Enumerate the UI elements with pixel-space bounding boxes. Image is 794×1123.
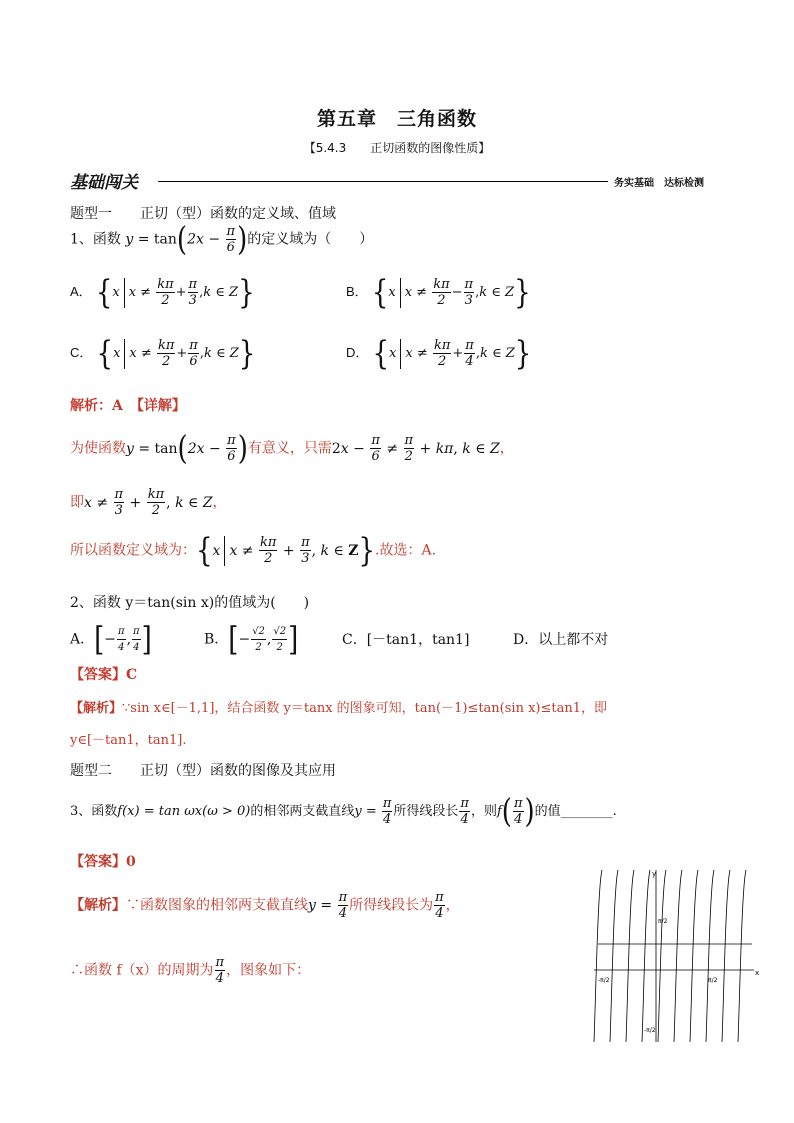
q2-answer: 【答案】C [70, 667, 138, 683]
q3-analysis-line1: 【解析】∵函数图象的相邻两支截直线y = $\frac{\pi}{4}$ 所得线段长为 $\frac{\pi}{4}$ ， [70, 890, 460, 921]
q2-option-a: A．[− $\frac{\pi}{4}$ , $\frac{\pi}{4}$ ] [70, 620, 152, 659]
section-subtitle: 【5.4.3 正切函数的图像性质】 [303, 141, 491, 155]
tangent-branch [690, 870, 698, 1042]
tangent-branch [738, 870, 746, 1042]
tangent-branch [594, 870, 602, 1042]
tangent-branches [594, 870, 746, 1042]
tick-x-left: -π/2 [598, 977, 610, 984]
q2-analysis-line1: 【解析】∵sin x∈[－1,1]，结合函数 y＝tanx 的图象可知，tan(－1)≤tan(sin x)≤tan1，即 [70, 701, 608, 716]
q2-option-c: C．[－tan1，tan1] [342, 632, 470, 648]
tangent-branch [722, 870, 730, 1042]
q3-answer: 【答案】0 [70, 854, 136, 870]
q3-analysis-line2: ∴函数 f（x）的周期为 $\frac{\pi}{4}$ ，图象如下： [70, 955, 311, 986]
x-axis-label: x [755, 969, 760, 977]
tangent-branch [674, 870, 682, 1042]
q1-suffix: 的定义域为（ ） [247, 231, 374, 248]
y-axis-label: y [652, 870, 657, 878]
tick-y-bottom: -π/2 [644, 1027, 656, 1034]
question-3-stem: 3、函数f(x) = tan ωx(ω > 0)的相邻两支截直线y = $\frac{\pi}{4}$ 所得线段长 $\frac{\pi}{4}$ ，则f( $\frac{\pi}{4}$ )的值________. [70, 792, 617, 831]
q1-prefix: 1、函数 [70, 231, 121, 248]
question-1-stem: 1、函数 y = tan(2x − $\frac{\pi}{6}$ )的定义域为（ ） [70, 220, 374, 259]
tangent-branch [610, 870, 618, 1042]
q1-option-c: C． {x x ≠ $\frac{k\pi}{2}$ + $\frac{\pi}{6}$ ,k ∈ Z} [70, 334, 256, 373]
tangent-branch [642, 870, 650, 1042]
q1-analysis-heading: 解析：A 【详解】 [70, 398, 186, 414]
banner-right: 务实基础 达标检测 [614, 178, 704, 189]
q1-option-a: A． {x x ≠ $\frac{k\pi}{2}$ + $\frac{\pi}{3}$ ,k ∈ Z} [70, 273, 255, 312]
q2-analysis-line2: y∈[－tan1，tan1]. [70, 733, 187, 748]
q2-option-d: D．以上都不对 [513, 632, 609, 648]
banner-divider [158, 181, 608, 182]
q1-analysis-line1: 为使函数y = tan(2x − $\frac{\pi}{6}$ )有意义，只需2x − $\frac{\pi}{6}$ ≠ $\frac{\pi}{2}$ + kπ, k ∈ Z， [70, 429, 514, 468]
question-2-stem: 2、函数 y＝tan(sin x)的值域为( ) [70, 595, 310, 611]
banner-left: 基础闯关 [70, 173, 138, 193]
tangent-branch [706, 870, 714, 1042]
q2-option-b: B．[− $\frac{√2}{2}$ , $\frac{√2}{2}$ ] [204, 620, 299, 659]
tick-y-top: π/2 [658, 918, 668, 925]
section-heading-2: 题型二 正切（型）函数的图像及其应用 [70, 763, 336, 779]
section-heading-1: 题型一 正切（型）函数的定义域、值域 [70, 206, 336, 222]
tangent-graph [592, 866, 764, 1044]
q1-analysis-line2: 即x ≠ $\frac{\pi}{3}$ + $\frac{k\pi}{2}$ , k ∈ Z， [70, 487, 227, 518]
q1-formula: y [125, 231, 134, 248]
tangent-branch [658, 870, 666, 1042]
q1-option-d: D． {x x ≠ $\frac{k\pi}{2}$ + $\frac{\pi}{4}$ ,k ∈ Z} [346, 334, 532, 373]
chapter-title: 第五章 三角函数 [316, 108, 477, 130]
tick-x-right: π/2 [708, 977, 718, 984]
q1-analysis-line3: 所以函数定义域为：{x x ≠ $\frac{k\pi}{2}$ + $\frac{\pi}{3}$ , k ∈ Z}.故选：A. [70, 531, 437, 570]
q1-option-b: B． {x x ≠ $\frac{k\pi}{2}$ − $\frac{\pi}{3}$ ,k ∈ Z} [346, 273, 531, 312]
tangent-branch [626, 870, 634, 1042]
